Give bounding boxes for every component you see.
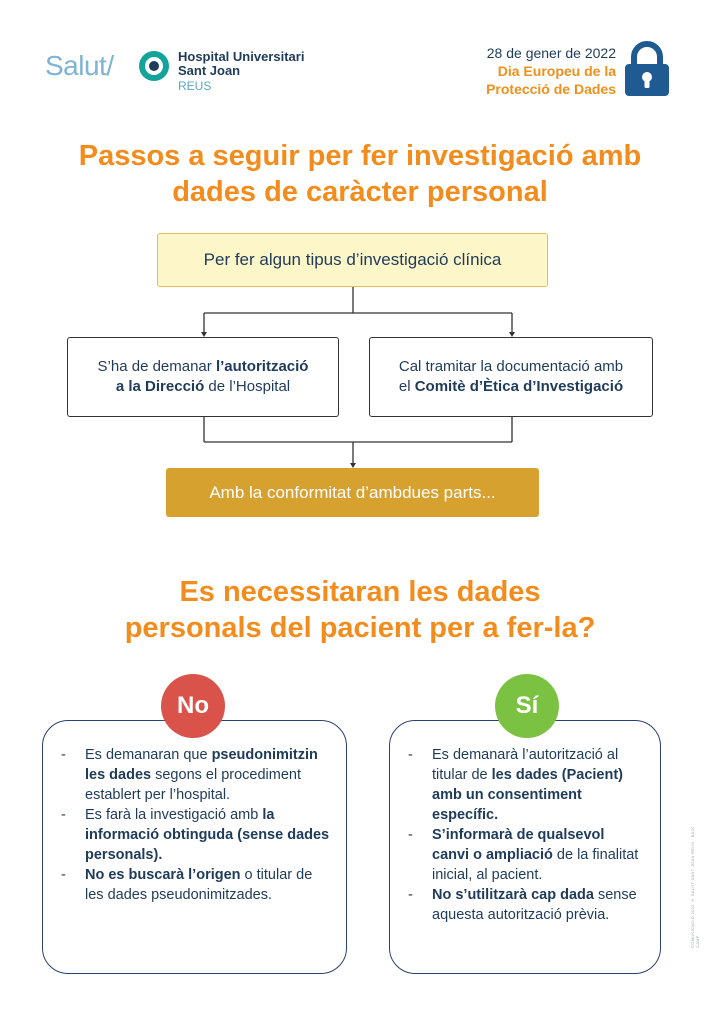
padlock-icon	[622, 40, 672, 98]
si-item-2-rest: de la finalitat inicial, al pacient.	[432, 847, 639, 883]
salut-logo-text: Salut/	[45, 50, 114, 81]
hospital-city: REUS	[178, 79, 212, 93]
hospital-name-line2: Sant Joan	[178, 63, 241, 78]
hospital-logo-icon	[137, 49, 171, 83]
si-item-3-rest: sense aquesta autorització prèvia.	[432, 887, 637, 923]
flow-start-box: Per fer algun tipus d’investigació clínica	[157, 233, 548, 287]
section2-title	[0, 574, 720, 646]
flow-left-bold1: l’autorització	[215, 358, 309, 375]
no-item-1-rest: segons el procediment establert per l’hospital.	[85, 767, 302, 803]
hospital-name	[178, 50, 304, 78]
no-item-1	[61, 745, 330, 805]
no-card	[42, 720, 347, 974]
si-item-2	[408, 825, 644, 885]
flow-left-post: de l’Hospital	[204, 378, 291, 395]
flow-agreement-box: Amb la conformitat d’ambdues parts...	[166, 468, 539, 517]
no-badge: No	[161, 674, 225, 738]
flow-ethics-box	[369, 337, 653, 417]
si-item-1	[408, 745, 644, 825]
hospital-name-line1: Hospital Universitari	[178, 49, 305, 64]
flow-right-bold: Comitè d’Ètica d’Investigació	[414, 378, 624, 395]
no-item-2-bold: la informació obtinguda (sense dades personals).	[85, 807, 330, 863]
si-item-1-bold: les dades (Pacient) amb un consentiment específic.	[432, 767, 624, 823]
si-badge: Sí	[495, 674, 559, 738]
flow-right-el: el	[398, 378, 415, 395]
no-item-3-rest: o titular de les dades pseudonimitzades.	[85, 867, 313, 903]
no-item-2-text: Es farà la investigació amb	[85, 807, 263, 823]
si-item-2-bold: S’informarà de qualsevol canvi o ampliació	[432, 827, 605, 863]
si-item-3-bold: No s’utilitzarà cap dada	[432, 887, 594, 903]
section2-title-line2: personals del pacient per a fer-la?	[124, 612, 596, 644]
si-item-3	[408, 885, 644, 925]
flow-left-text: S’ha de demanar	[97, 358, 216, 375]
no-item-1-bold: pseudonimitzin les dades	[85, 747, 318, 783]
no-item-3	[61, 865, 330, 905]
event-title-line2: Protecció de Dades	[486, 81, 616, 97]
section1-title-line2: dades de caràcter personal	[172, 176, 548, 208]
event-info	[456, 44, 616, 98]
section1-title	[0, 138, 720, 210]
no-item-1-text: Es demanaran que	[85, 747, 212, 763]
no-item-3-bold: No es buscarà l’origen	[85, 867, 241, 883]
section1-title-line1: Passos a seguir per fer investigació amb	[78, 140, 642, 172]
credit-text: COMUNICACIÓ 2022 © SALUT SANT JOAN REUS · BAIX CAMP	[690, 826, 700, 948]
section2-title-line1: Es necessitaran les dades	[179, 576, 541, 608]
event-title-line1: Dia Europeu de la	[497, 63, 616, 79]
flow-left-bold2: a la Direcció	[115, 378, 205, 395]
flow-right-text: Cal tramitar la documentació amb	[398, 358, 624, 375]
event-date: 28 de gener de 2022	[486, 45, 616, 61]
no-item-2	[61, 805, 330, 865]
si-card	[389, 720, 661, 974]
si-item-1-text: Es demanarà l’autorització al titular de	[432, 747, 619, 783]
flow-authorization-box	[67, 337, 339, 417]
